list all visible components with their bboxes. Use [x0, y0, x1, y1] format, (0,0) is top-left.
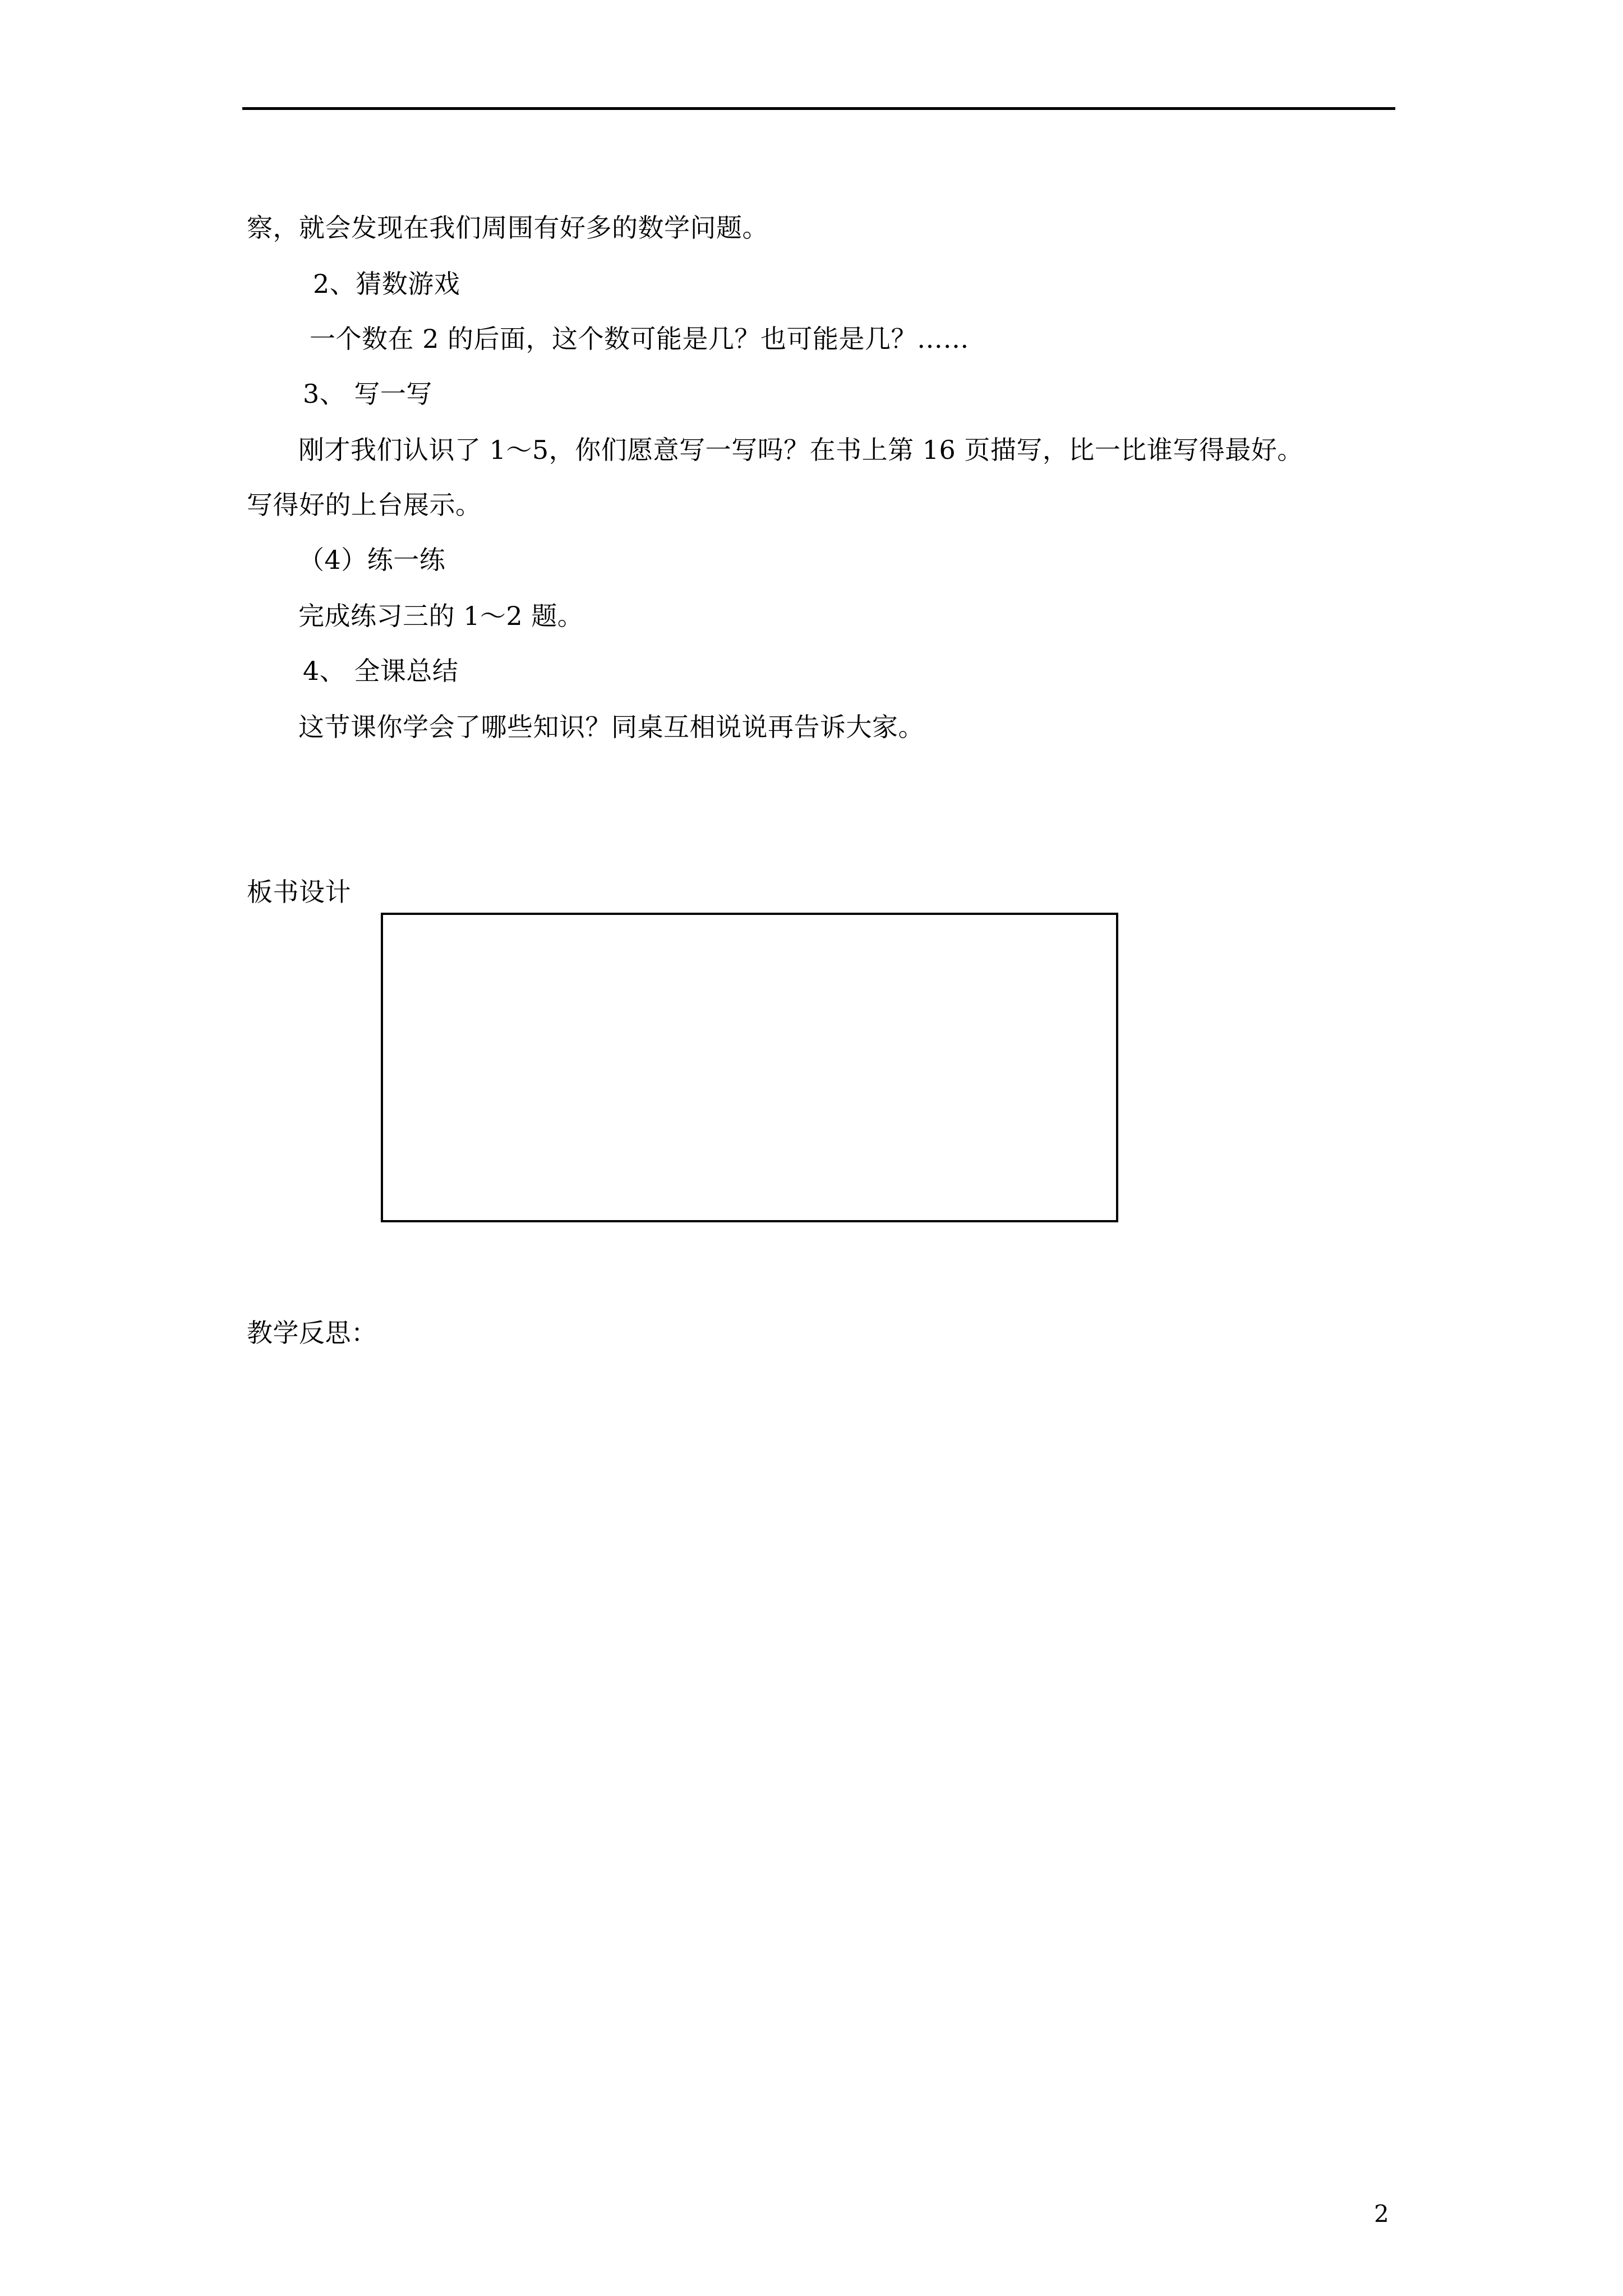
teaching-reflection-label: 教学反思： — [247, 1318, 377, 1348]
heading-guess-game: 2、猜数游戏 — [313, 269, 460, 299]
paragraph-guess-question: 一个数在 2 的后面，这个数可能是几？也可能是几？…… — [310, 324, 970, 354]
paragraph-practice: 完成练习三的 1～2 题。 — [298, 601, 584, 631]
header-rule — [242, 107, 1395, 110]
page-number: 2 — [1374, 2200, 1389, 2228]
paragraph-observation: 察，就会发现在我们周围有好多的数学问题。 — [247, 213, 768, 243]
paragraph-write-continued: 写得好的上台展示。 — [247, 490, 482, 520]
heading-write: 3、 写一写 — [303, 379, 432, 409]
paragraph-summary: 这节课你学会了哪些知识？同桌互相说说再告诉大家。 — [298, 712, 924, 742]
heading-summary: 4、 全课总结 — [303, 656, 459, 686]
board-design-box — [381, 913, 1118, 1222]
heading-practice: （4）练一练 — [298, 545, 446, 575]
board-design-label: 板书设计 — [247, 877, 351, 907]
paragraph-write-instructions: 刚才我们认识了 1～5，你们愿意写一写吗？在书上第 16 页描写，比一比谁写得最好。 — [298, 435, 1303, 465]
